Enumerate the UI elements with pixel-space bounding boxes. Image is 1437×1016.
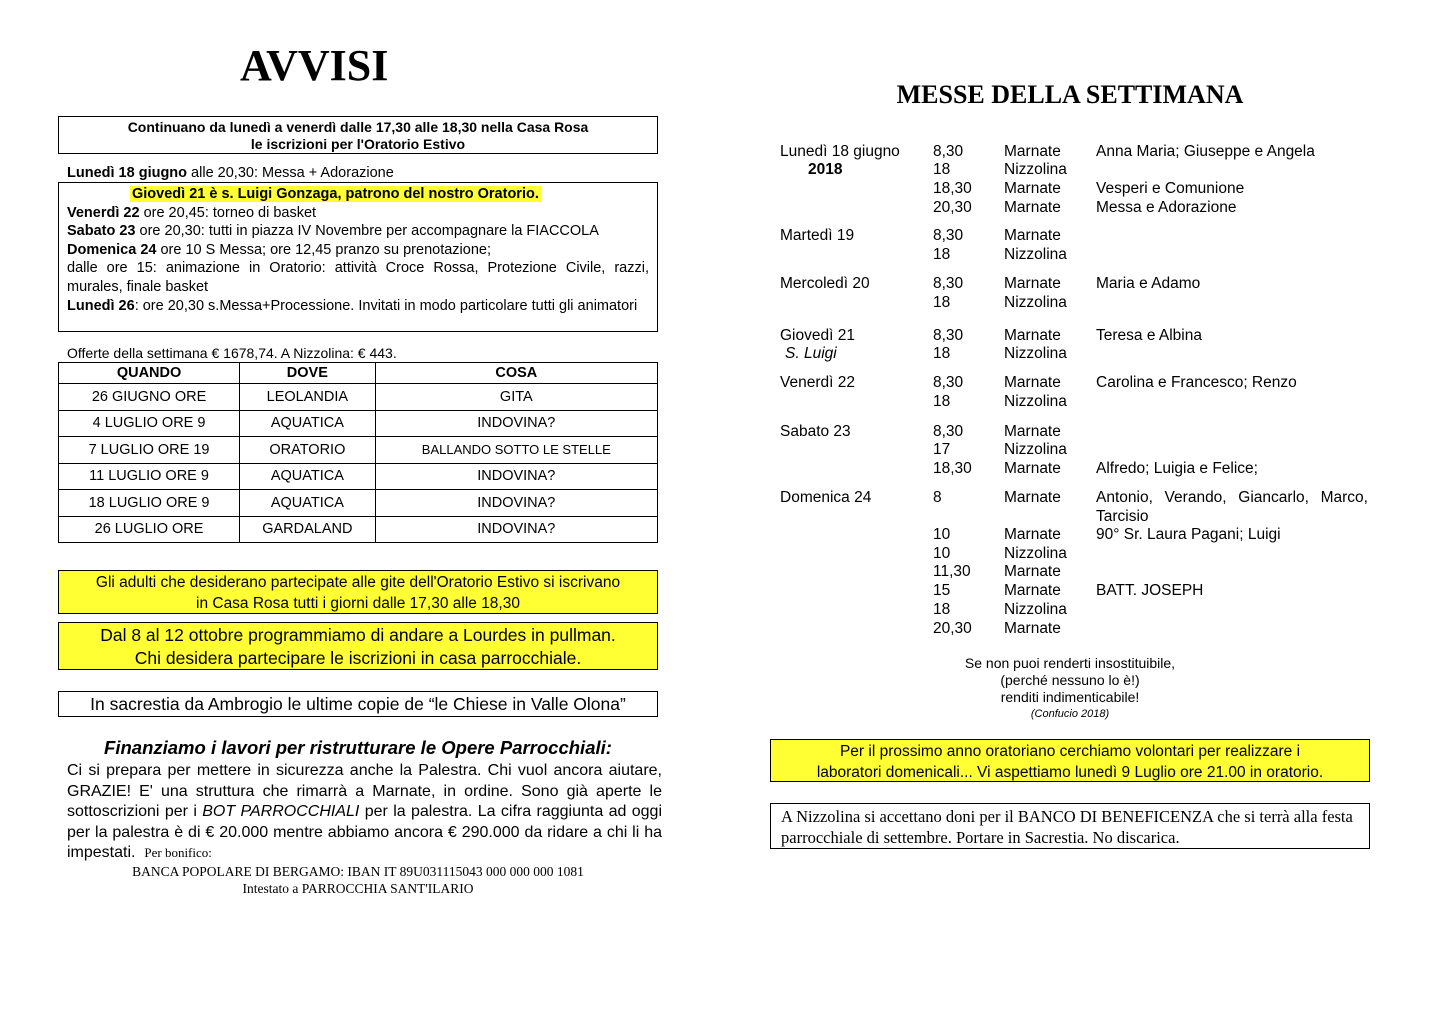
banca-info [58, 863, 658, 897]
lunedi26-line [67, 297, 649, 316]
banco-beneficenza-notice: A Nizzolina si accettano doni per il BANCO DI BENEFICENZA che si terrà alla festa parrocchiale di settembre. Portare in Sacrestia. No discarica. [770, 803, 1370, 849]
mass-place: Marnate [1004, 143, 1061, 160]
header-cosa: COSA [375, 363, 657, 384]
mass-time: 18 [933, 294, 951, 311]
mass-time: 18 [933, 345, 951, 362]
mass-place: Marnate [1004, 489, 1061, 506]
sabato23-date: Sabato 23 [67, 223, 136, 240]
day-giovedi-sub: S. Luigi [785, 345, 837, 362]
mass-place: Marnate [1004, 227, 1061, 244]
iscrizioni-line1: Continuano da lunedì a venerdì dalle 17,30 alle 18,30 nella Casa Rosa [127, 119, 589, 135]
cell-dove: GARDALAND [240, 516, 376, 543]
header-quando: QUANDO [59, 363, 240, 384]
mass-place: Nizzolina [1004, 393, 1067, 410]
mass-place: Nizzolina [1004, 294, 1067, 311]
mass-time: 8,30 [933, 374, 964, 391]
giovedi21-highlight: Giovedì 21 è s. Luigi Gonzaga, patrono del nostro Oratorio. [132, 186, 539, 202]
cell-cosa: INDOVINA? [375, 410, 657, 437]
lunedi18-date: Lunedì 18 giugno [67, 165, 188, 181]
mass-intention: Antonio, Verando, Giancarlo, Marco, Tarcisio [1096, 489, 1368, 525]
lunedi18-text: alle 20,30: Messa + Adorazione [187, 165, 394, 181]
offerte-text: Offerte della settimana € 1678,74. A Nizzolina: € 443. [67, 345, 397, 361]
mass-time: 18 [933, 246, 951, 263]
mass-time: 15 [933, 582, 951, 599]
mass-intention: Anna Maria; Giuseppe e Angela [1096, 143, 1315, 160]
cell-quando: 4 LUGLIO ORE 9 [59, 410, 240, 437]
adulti-notice [58, 570, 658, 614]
mass-time: 18 [933, 393, 951, 410]
cell-cosa: INDOVINA? [375, 463, 657, 490]
bonifico-label: Per bonifico: [144, 845, 212, 860]
avvisi-title: AVVISI [240, 41, 389, 90]
mass-place: Marnate [1004, 374, 1061, 391]
day-giovedi: Giovedì 21 [780, 327, 855, 344]
lourdes-notice [58, 622, 658, 670]
mass-time: 17 [933, 441, 951, 458]
header-dove: DOVE [240, 363, 376, 384]
gite-header-row [59, 363, 658, 384]
cell-dove: AQUATICA [240, 490, 376, 517]
mass-place: Nizzolina [1004, 345, 1067, 362]
cell-quando: 11 LUGLIO ORE 9 [59, 463, 240, 490]
mass-time: 10 [933, 526, 951, 543]
mass-place: Marnate [1004, 526, 1061, 543]
adulti-line1: Gli adulti che desiderano partecipate alle gite dell'Oratorio Estivo si iscrivano [95, 574, 621, 591]
mass-time: 20,30 [933, 620, 972, 637]
lunedi18-line [67, 165, 394, 181]
mass-place: Nizzolina [1004, 246, 1067, 263]
mass-place: Marnate [1004, 275, 1061, 292]
intestato-line: Intestato a PARROCCHIA SANT'ILARIO [242, 881, 474, 896]
bot-parrocchiali: BOT PARROCCHIALI [202, 803, 360, 820]
mass-intention: Maria e Adamo [1096, 275, 1201, 292]
gite-table [58, 362, 658, 543]
mass-intention: Alfredo; Luigia e Felice; [1096, 460, 1258, 477]
mass-time: 8,30 [933, 423, 964, 440]
cell-quando: 26 GIUGNO ORE [59, 384, 240, 411]
mass-intention: Vesperi e Comunione [1096, 180, 1245, 197]
quote-line1: Se non puoi renderti insostituibile, [964, 655, 1176, 671]
mass-intention: Messa e Adorazione [1096, 199, 1237, 216]
mass-place: Nizzolina [1004, 601, 1067, 618]
lourdes-line2: Chi desidera partecipare le iscrizioni in casa parrocchiale. [134, 648, 582, 668]
cell-cosa: INDOVINA? [375, 516, 657, 543]
table-row [59, 490, 658, 517]
confucio-quote [770, 655, 1370, 723]
table-row [59, 463, 658, 490]
mass-place: Marnate [1004, 460, 1061, 477]
mass-time: 18,30 [933, 460, 972, 477]
mass-time: 8,30 [933, 327, 964, 344]
table-row [59, 410, 658, 437]
mass-place: Nizzolina [1004, 441, 1067, 458]
mass-place: Nizzolina [1004, 545, 1067, 562]
sabato23-line [67, 222, 649, 241]
venerdi22-date: Venerdì 22 [67, 204, 140, 221]
cell-cosa: BALLANDO SOTTO LE STELLE [375, 437, 657, 464]
messe-title: MESSE DELLA SETTIMANA [896, 80, 1244, 109]
finanziamo-text-b: per la palestra. La cifra raggiunta ad oggi per la palestra è di € 20.000 mentre abbiamo ancora € 290.000 da ridare a chi li ha impestati. [67, 803, 662, 861]
venerdi22-line [67, 204, 649, 223]
quote-line2: (perché nessuno lo è!) [1000, 672, 1140, 688]
mass-time: 18 [933, 601, 951, 618]
day-domenica: Domenica 24 [780, 489, 872, 506]
cell-dove: LEOLANDIA [240, 384, 376, 411]
iscrizioni-line2: le iscrizioni per l'Oratorio Estivo [250, 136, 466, 152]
venerdi22-text: ore 20,45: torneo di basket [139, 204, 317, 221]
mass-place: Marnate [1004, 199, 1061, 216]
sabato23-text: ore 20,30: tutti in piazza IV Novembre per accompagnare la FIACCOLA [135, 223, 599, 240]
mass-time: 11,30 [933, 563, 971, 580]
mass-place: Marnate [1004, 620, 1061, 637]
mass-place: Marnate [1004, 180, 1061, 197]
mass-intention: Carolina e Francesco; Renzo [1096, 374, 1297, 391]
lunedi26-date: Lunedì 26 [67, 297, 135, 314]
cell-dove: AQUATICA [240, 463, 376, 490]
mass-place: Marnate [1004, 327, 1061, 344]
mass-time: 20,30 [933, 199, 972, 216]
mass-time: 8,30 [933, 275, 964, 292]
quote-line3: renditi indimenticabile! [1000, 689, 1140, 705]
mass-place: Marnate [1004, 563, 1061, 580]
mass-place: Marnate [1004, 582, 1061, 599]
domenica24-line [67, 241, 649, 260]
day-venerdi: Venerdì 22 [780, 374, 855, 391]
lourdes-line1: Dal 8 al 12 ottobre programmiamo di andare a Lourdes in pullman. [100, 625, 616, 645]
cell-cosa: GITA [375, 384, 657, 411]
iban-line: BANCA POPOLARE DI BERGAMO: IBAN IT 89U031115043 000 000 000 1081 [132, 864, 584, 879]
domenica24-date: Domenica 24 [67, 241, 157, 258]
cell-quando: 18 LUGLIO ORE 9 [59, 490, 240, 517]
table-row [59, 384, 658, 411]
mass-intention: Teresa e Albina [1096, 327, 1202, 344]
cell-quando: 26 LUGLIO ORE [59, 516, 240, 543]
day-martedi: Martedì 19 [780, 227, 855, 244]
mass-time: 8 [933, 489, 942, 506]
quote-author: (Confucio 2018) [1030, 708, 1110, 720]
mass-place: Nizzolina [1004, 161, 1067, 178]
mass-time: 10 [933, 545, 951, 562]
mass-time: 8,30 [933, 227, 964, 244]
events-box [58, 182, 658, 332]
adulti-line2: in Casa Rosa tutti i giorni dalle 17,30 alle 18,30 [196, 595, 520, 612]
mass-intention: BATT. JOSEPH [1096, 582, 1204, 599]
volontari-line1: Per il prossimo anno oratoriano cerchiamo volontari per realizzare i [839, 743, 1301, 760]
domenica24-text: ore 10 S Messa; ore 12,45 pranzo su prenotazione; [156, 241, 491, 258]
mass-time: 18 [933, 161, 951, 178]
finanziamo-body [67, 761, 662, 864]
day-sabato: Sabato 23 [780, 423, 851, 440]
cell-dove: AQUATICA [240, 410, 376, 437]
cell-cosa: INDOVINA? [375, 490, 657, 517]
cell-dove: ORATORIO [240, 437, 376, 464]
lunedi26-text: : ore 20,30 s.Messa+Processione. Invitati in modo particolare tutti gli animatori [134, 297, 638, 314]
mass-intention: 90° Sr. Laura Pagani; Luigi [1096, 526, 1281, 543]
sacrestia-notice: In sacrestia da Ambrogio le ultime copie de “le Chiese in Valle Olona” [58, 691, 658, 717]
mass-place: Marnate [1004, 423, 1061, 440]
volontari-notice [770, 739, 1370, 782]
day-mercoledi: Mercoledì 20 [780, 275, 870, 292]
table-row [59, 437, 658, 464]
finanziamo-text-a: Ci si prepara per mettere in sicurezza anche la Palestra. Chi vuol ancora aiutare, GRAZIE! E' una struttura che rimarrà a Marnate, in ordine. Sono già aperte le sottoscrizioni per i [67, 762, 662, 820]
iscrizioni-box [58, 116, 658, 154]
volontari-line2: laboratori domenicali... Vi aspettiamo lunedì 9 Luglio ore 21.00 in oratorio. [816, 764, 1324, 781]
day-lunedi-year: 2018 [808, 161, 843, 178]
day-lunedi: Lunedì 18 giugno [780, 143, 900, 160]
finanziamo-title: Finanziamo i lavori per ristrutturare le Opere Parrocchiali: [104, 737, 612, 758]
cell-quando: 7 LUGLIO ORE 19 [59, 437, 240, 464]
table-row [59, 516, 658, 543]
animazione-text: dalle ore 15: animazione in Oratorio: attività Croce Rossa, Protezione Civile, razzi, murales, finale basket [67, 260, 649, 295]
mass-time: 18,30 [933, 180, 972, 197]
mass-time: 8,30 [933, 143, 964, 160]
